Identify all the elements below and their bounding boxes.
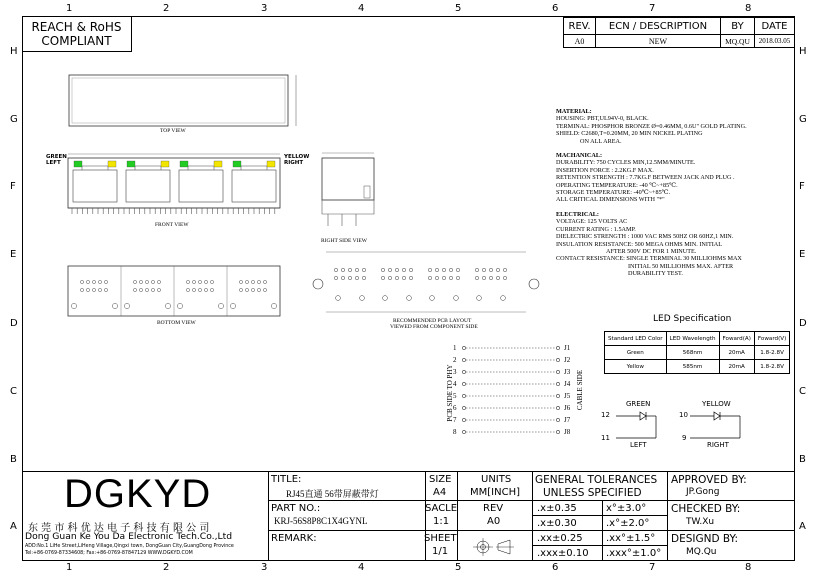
ecn-header: ECN / DESCRIPTION xyxy=(595,17,721,35)
front-view-drawing xyxy=(60,148,295,222)
designed-by-label: DESIGND BY: xyxy=(671,533,739,545)
units-label: UNITS xyxy=(481,474,512,485)
company-name-en: Dong Guan Ke You Da Electronic Tech.Co.,Ltd xyxy=(25,531,233,542)
green-led-indicator xyxy=(180,161,188,167)
green-led-label: GREEN xyxy=(626,400,651,408)
grid-row-label: D xyxy=(799,318,807,329)
scale-value: 1:1 xyxy=(433,516,450,527)
pcb-layout-label-2: VIEWED FROM COMPONENT SIDE xyxy=(390,324,478,330)
left-pin-number: 1 xyxy=(453,344,457,352)
right-side-view-drawing xyxy=(312,148,387,233)
table-header-row xyxy=(605,332,790,346)
bottom-view-drawing xyxy=(60,262,295,322)
sheet-label: SHEET xyxy=(424,533,457,544)
electrical-line: DURABILITY TEST. xyxy=(628,270,683,278)
scale-label: SACLE xyxy=(425,503,458,514)
divider xyxy=(667,500,795,501)
grid-col-label: 5 xyxy=(455,3,462,14)
grid-col-label: 6 xyxy=(552,3,559,14)
yellow-right-label-1: YELLOW xyxy=(284,154,310,160)
green-led-indicator xyxy=(233,161,241,167)
grid-row-label: C xyxy=(799,386,806,397)
tolerance-angular: .x°±2.0° xyxy=(606,518,650,529)
green-left-label-1: GREEN xyxy=(46,154,67,160)
yellow-right-label-2: RIGHT xyxy=(284,160,304,166)
grid-col-label: 7 xyxy=(649,562,656,573)
size-value: A4 xyxy=(433,487,447,498)
table-header: Foward(V) xyxy=(754,332,789,346)
divider xyxy=(425,471,426,561)
grid-row-label: F xyxy=(799,181,805,192)
projection-symbol-icon xyxy=(470,536,520,558)
electrical-line: DIELECTRIC STRENGTH : 1000 VAC RMS 50HZ OR 60HZ,1 MIN. xyxy=(556,233,734,241)
left-pin-number: 5 xyxy=(453,392,457,400)
tolerances-title-2: UNLESS SPECIFIED xyxy=(543,487,642,499)
right-side-view-label: RIGHT SIDE VIEW xyxy=(321,238,367,244)
part-no-value: KRJ-56S8P8C1X4GYNL xyxy=(274,516,368,526)
yellow-led-indicator xyxy=(161,161,169,167)
table-cell: Green xyxy=(605,346,667,360)
pcb-layout-label-1: RECOMMENDED PCB LAYOUT xyxy=(393,318,472,324)
divider xyxy=(457,471,458,561)
mechanical-line: INSERTION FORCE : 2.2KG.F MAX. xyxy=(556,166,654,174)
table-cell: 568nm xyxy=(666,346,719,360)
rev-label: REV xyxy=(483,503,504,514)
green-pin-top: 12 xyxy=(601,411,610,419)
table-header: Foward(A) xyxy=(719,332,754,346)
divider xyxy=(268,500,667,501)
grid-col-label: 3 xyxy=(261,3,268,14)
yellow-led-diode-icon xyxy=(690,412,740,438)
table-cell: 20mA xyxy=(719,346,754,360)
left-pin-number: 3 xyxy=(453,368,457,376)
checked-by-label: CHECKED BY: xyxy=(671,503,741,515)
units-value: MM[INCH] xyxy=(470,487,520,498)
rj45-port xyxy=(232,166,276,202)
grid-col-label: 3 xyxy=(261,562,268,573)
table-cell: 1.8-2.8V xyxy=(754,360,789,374)
jack-pin-label: J2 xyxy=(564,356,571,364)
compliance-box xyxy=(22,16,132,52)
by-header: BY xyxy=(720,17,755,35)
mechanical-line: STORAGE TEMPERATURE: -40℃~+85℃. xyxy=(556,189,671,197)
jack-pin-label: J6 xyxy=(564,404,571,412)
divider xyxy=(532,545,667,546)
company-contact: Tel:+86-0769-87334608; Fax:+86-0769-87847129 WWW.DGKYD.COM xyxy=(25,551,193,556)
yellow-led-indicator xyxy=(267,161,275,167)
grid-col-label: 4 xyxy=(358,3,365,14)
electrical-line: INITIAL 50 MILLIOHMS MAX. AFTER xyxy=(628,262,734,270)
yellow-led-label: YELLOW xyxy=(702,400,731,408)
material-line: HOUSING: PBT,UL94V-0, BLACK. xyxy=(556,115,649,123)
left-pin-number: 6 xyxy=(453,404,457,412)
left-led-position: LEFT xyxy=(630,441,647,449)
table-cell: 585nm xyxy=(666,360,719,374)
electrical-line: AFTER 500V DC FOR 1 MINUTE. xyxy=(606,247,697,255)
company-address: ADD:No.1 LiHe Street,LiHeng Village,Qingxi town, DongGuan City,GuangDong Province xyxy=(25,544,234,549)
material-title: MATERIAL: xyxy=(556,108,592,115)
divider xyxy=(532,515,667,516)
top-view-label: TOP VIEW xyxy=(160,128,186,134)
material-line: ON ALL AREA. xyxy=(580,137,622,145)
compliance-line-1: REACH & RoHS xyxy=(31,20,122,34)
jack-pin-label: J8 xyxy=(564,428,571,436)
table-header: LED Wavelength xyxy=(666,332,719,346)
left-pin-number: 2 xyxy=(453,356,457,364)
front-view-label: FRONT VIEW xyxy=(155,222,189,228)
tolerances-title-1: GENERAL TOLERANCES xyxy=(535,474,658,486)
rev-header: REV. xyxy=(563,17,596,35)
right-led-position: RIGHT xyxy=(707,441,729,449)
grid-col-label: 5 xyxy=(455,562,462,573)
grid-row-label: D xyxy=(10,318,18,329)
ecn-value: NEW xyxy=(595,34,721,48)
green-pin-bottom: 11 xyxy=(601,434,610,442)
material-line: TERMINAL: PHOSPHOR BRONZE Ø=0.46MM, 0.6U" GOLD PLATING. xyxy=(556,122,747,130)
electrical-line: CURRENT RATING : 1.5AMP. xyxy=(556,225,636,233)
rj45-port xyxy=(73,166,117,202)
compliance-line-2: COMPLIANT xyxy=(41,34,112,48)
table-row xyxy=(605,346,790,360)
tolerance-angular: x°±3.0° xyxy=(606,503,647,514)
divider xyxy=(667,471,668,561)
pcb-layout-drawing xyxy=(296,246,551,326)
bottom-view-label: BOTTOM VIEW xyxy=(157,320,196,326)
grid-col-label: 2 xyxy=(163,562,170,573)
by-value: MQ.QU xyxy=(720,34,755,48)
grid-col-label: 4 xyxy=(358,562,365,573)
jack-pin-label: J3 xyxy=(564,368,571,376)
sheet-value: 1/1 xyxy=(432,546,449,557)
mechanical-line: RETENTION STRENGTH : 7.7KG.F BETWEEN JACK AND PLUG . xyxy=(556,174,735,182)
rev-value: A0 xyxy=(563,34,596,48)
tolerance-linear: .xx±0.25 xyxy=(537,533,583,544)
date-value: 2018.03.05 xyxy=(754,34,795,48)
mechanical-line: DURABILITY: 750 CYCLES MIN,12.5MM/MINUTE. xyxy=(556,159,696,167)
grid-row-label: C xyxy=(10,386,17,397)
jack-pin-label: J5 xyxy=(564,392,571,400)
tolerance-linear: .xxx±0.10 xyxy=(537,548,589,559)
divider xyxy=(532,530,667,531)
electrical-line: INSULATION RESISTANCE: 500 MEGA OHMS MIN. INITIAL xyxy=(556,240,723,248)
grid-row-label: A xyxy=(799,521,806,532)
part-no-label: PART NO.: xyxy=(271,503,321,514)
grid-col-label: 8 xyxy=(745,562,752,573)
divider xyxy=(268,530,532,531)
grid-row-label: B xyxy=(10,454,17,465)
checked-by-value: TW.Xu xyxy=(686,517,715,527)
rj45-port xyxy=(126,166,170,202)
jack-pin-label: J4 xyxy=(564,380,571,388)
left-pin-number: 8 xyxy=(453,428,457,436)
divider xyxy=(268,471,269,561)
table-cell: 1.8-2.8V xyxy=(754,346,789,360)
grid-row-label: B xyxy=(799,454,806,465)
remark-label: REMARK: xyxy=(271,533,317,544)
green-led-indicator xyxy=(127,161,135,167)
table-cell: 20mA xyxy=(719,360,754,374)
mechanical-line: OPERATING TEMPERATURE: -40 ℃~+85℃. xyxy=(556,181,678,189)
table-cell: Yellow xyxy=(605,360,667,374)
yellow-led-indicator xyxy=(214,161,222,167)
mechanical-title: MACHANICAL: xyxy=(556,152,603,160)
jack-pin-label: J7 xyxy=(564,416,571,424)
pin-schematic-drawing xyxy=(450,340,580,446)
jack-pin-label: J1 xyxy=(564,344,571,352)
grid-row-label: G xyxy=(10,114,18,125)
size-label: SIZE xyxy=(429,474,452,485)
left-pin-number: 4 xyxy=(453,380,457,388)
specifications-block xyxy=(556,108,791,278)
tolerance-angular: .xxx°±1.0° xyxy=(606,548,662,559)
grid-row-label: H xyxy=(10,46,18,57)
cable-side-label: CABLE SIDE xyxy=(576,369,584,411)
electrical-line: CONTACT RESISTANCE: SINGLE TERMINAL 30 MILLIOHMS MAX xyxy=(556,255,742,263)
led-spec-table xyxy=(604,331,790,374)
yellow-pin-top: 10 xyxy=(679,411,688,419)
table-row xyxy=(605,360,790,374)
yellow-led-indicator xyxy=(108,161,116,167)
rj45-port xyxy=(179,166,223,202)
mechanical-line: ALL CRITICAL DIMENSIONS WITH "*" xyxy=(556,196,665,204)
designed-by-value: MQ.Qu xyxy=(686,547,717,557)
green-left-label-2: LEFT xyxy=(46,160,61,166)
divider xyxy=(532,471,533,561)
electrical-line: VOLTAGE: 125 VOLTS AC xyxy=(556,218,628,226)
left-pin-number: 7 xyxy=(453,416,457,424)
title-label: TITLE: xyxy=(271,474,302,485)
title-value: RJ45直通 56带屏蔽带灯 xyxy=(286,489,379,499)
yellow-pin-bottom: 9 xyxy=(682,434,687,442)
pcb-side-label: PCB SIDE TO PHY xyxy=(446,364,454,422)
divider xyxy=(667,530,795,531)
green-led-indicator xyxy=(74,161,82,167)
grid-col-label: 6 xyxy=(552,562,559,573)
electrical-title: ELECTRICAL: xyxy=(556,210,599,218)
grid-row-label: E xyxy=(799,249,806,260)
tolerance-linear: .x±0.35 xyxy=(537,503,577,514)
rev-value: A0 xyxy=(487,516,501,527)
tolerance-angular: .xx°±1.5° xyxy=(606,533,656,544)
company-name-cn: 东 莞 市 科 优 达 电 子 科 技 有 限 公 司 xyxy=(28,523,210,534)
grid-row-label: A xyxy=(10,521,17,532)
led-spec-title: LED Specification xyxy=(653,314,732,324)
tolerance-linear: .x±0.30 xyxy=(537,518,577,529)
table-header: Standard LED Color xyxy=(605,332,667,346)
company-logo: DGKYD xyxy=(64,472,212,516)
grid-row-label: G xyxy=(799,114,807,125)
green-led-diode-icon xyxy=(616,412,656,438)
grid-col-label: 1 xyxy=(66,3,73,14)
grid-row-label: E xyxy=(10,249,17,260)
grid-col-label: 8 xyxy=(745,3,752,14)
grid-col-label: 1 xyxy=(66,562,73,573)
approved-by-label: APPROVED BY: xyxy=(671,474,747,486)
grid-col-label: 7 xyxy=(649,3,656,14)
material-line: SHIELD: C2680,T=0.20MM, 20 MIN NICKEL PLATING xyxy=(556,130,703,138)
approved-by-value: JP.Gong xyxy=(686,487,720,497)
grid-row-label: H xyxy=(799,46,807,57)
grid-row-label: F xyxy=(10,181,16,192)
date-header: DATE xyxy=(754,17,795,35)
grid-col-label: 2 xyxy=(163,3,170,14)
